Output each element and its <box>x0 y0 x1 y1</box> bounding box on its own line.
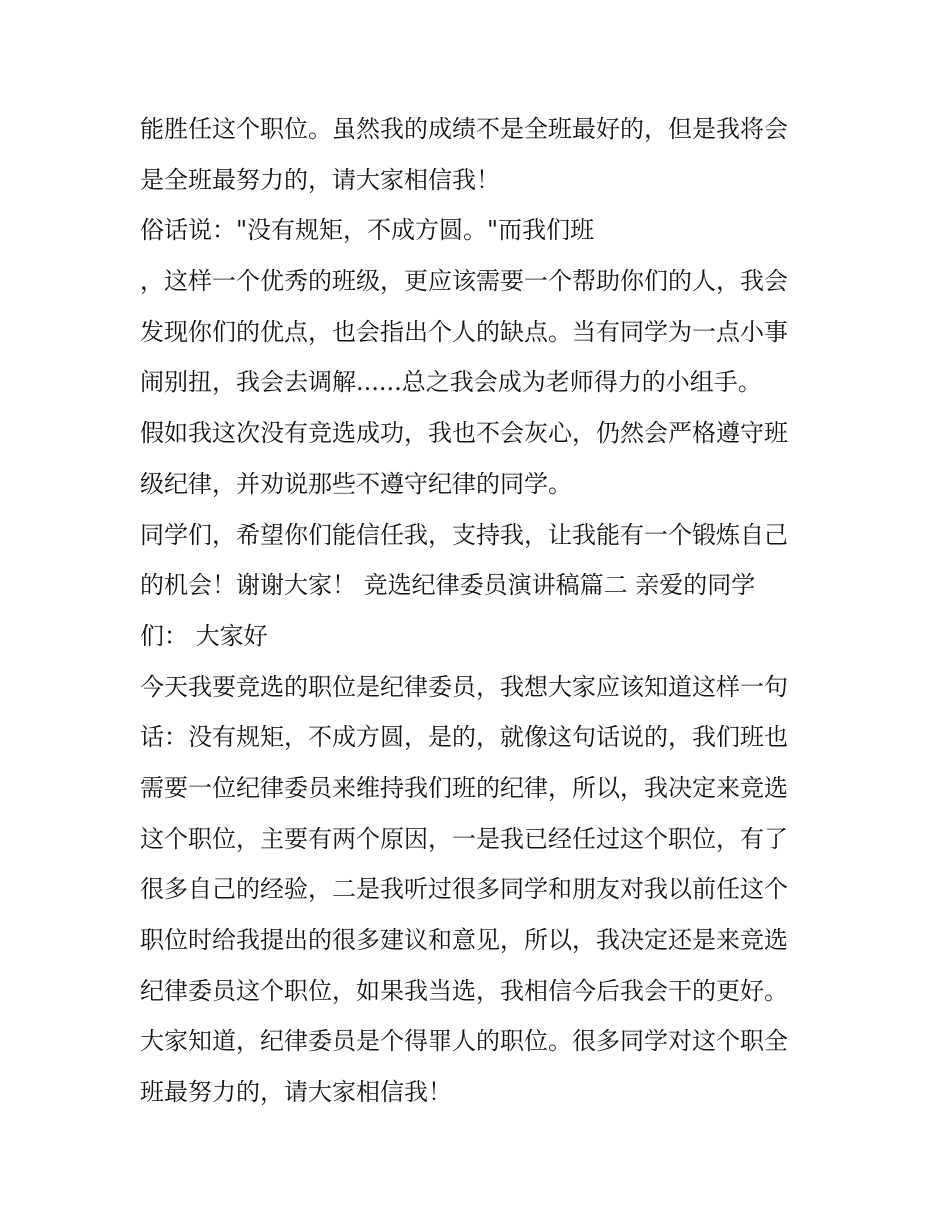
text-line: 假如我这次没有竞选成功，我也不会灰心，仍然会严格遵守班 <box>140 419 788 448</box>
text-line: 闹别扭，我会去调解......总之我会成为老师得力的小组手。 <box>140 368 762 397</box>
text-line: ，这样一个优秀的班级，更应该需要一个帮助你们的人，我会 <box>140 267 788 296</box>
text-line: 们： 大家好 <box>140 621 268 650</box>
text-line: 俗话说："没有规矩，不成方圆。"而我们班 <box>140 216 595 245</box>
text-line: 很多自己的经验，二是我听过很多同学和朋友对我以前任这个 <box>140 875 788 904</box>
text-line: 能胜任这个职位。虽然我的成绩不是全班最好的，但是我将会 <box>140 115 788 143</box>
text-line: 发现你们的优点，也会指出个人的缺点。当有同学为一点小事 <box>140 317 788 346</box>
text-line: 大家知道，纪律委员是个得罪人的职位。很多同学对这个职全 <box>140 1027 788 1056</box>
document-text-body <box>140 104 830 1118</box>
text-line: 职位时给我提出的很多建议和意见，所以，我决定还是来竞选 <box>140 926 788 954</box>
text-line: 是全班最努力的，请大家相信我！ <box>140 165 500 194</box>
text-line: 的机会！谢谢大家！ 竞选纪律委员演讲稿篇二 亲爱的同学 <box>140 571 756 600</box>
text-line: 同学们，希望你们能信任我，支持我，让我能有一个锻炼自己 <box>140 520 788 549</box>
text-line: 级纪律，并劝说那些不遵守纪律的同学。 <box>140 469 572 498</box>
text-line: 纪律委员这个职位，如果我当选，我相信今后我会干的更好。 <box>140 976 788 1005</box>
text-line: 班最努力的，请大家相信我！ <box>140 1078 452 1107</box>
text-line: 这个职位，主要有两个原因，一是我已经任过这个职位，有了 <box>140 824 788 853</box>
text-line: 今天我要竞选的职位是纪律委员，我想大家应该知道这样一句 <box>140 672 788 701</box>
text-line: 话：没有规矩，不成方圆，是的，就像这句话说的，我们班也 <box>140 723 788 752</box>
text-line: 需要一位纪律委员来维持我们班的纪律，所以，我决定来竞选 <box>140 773 788 802</box>
